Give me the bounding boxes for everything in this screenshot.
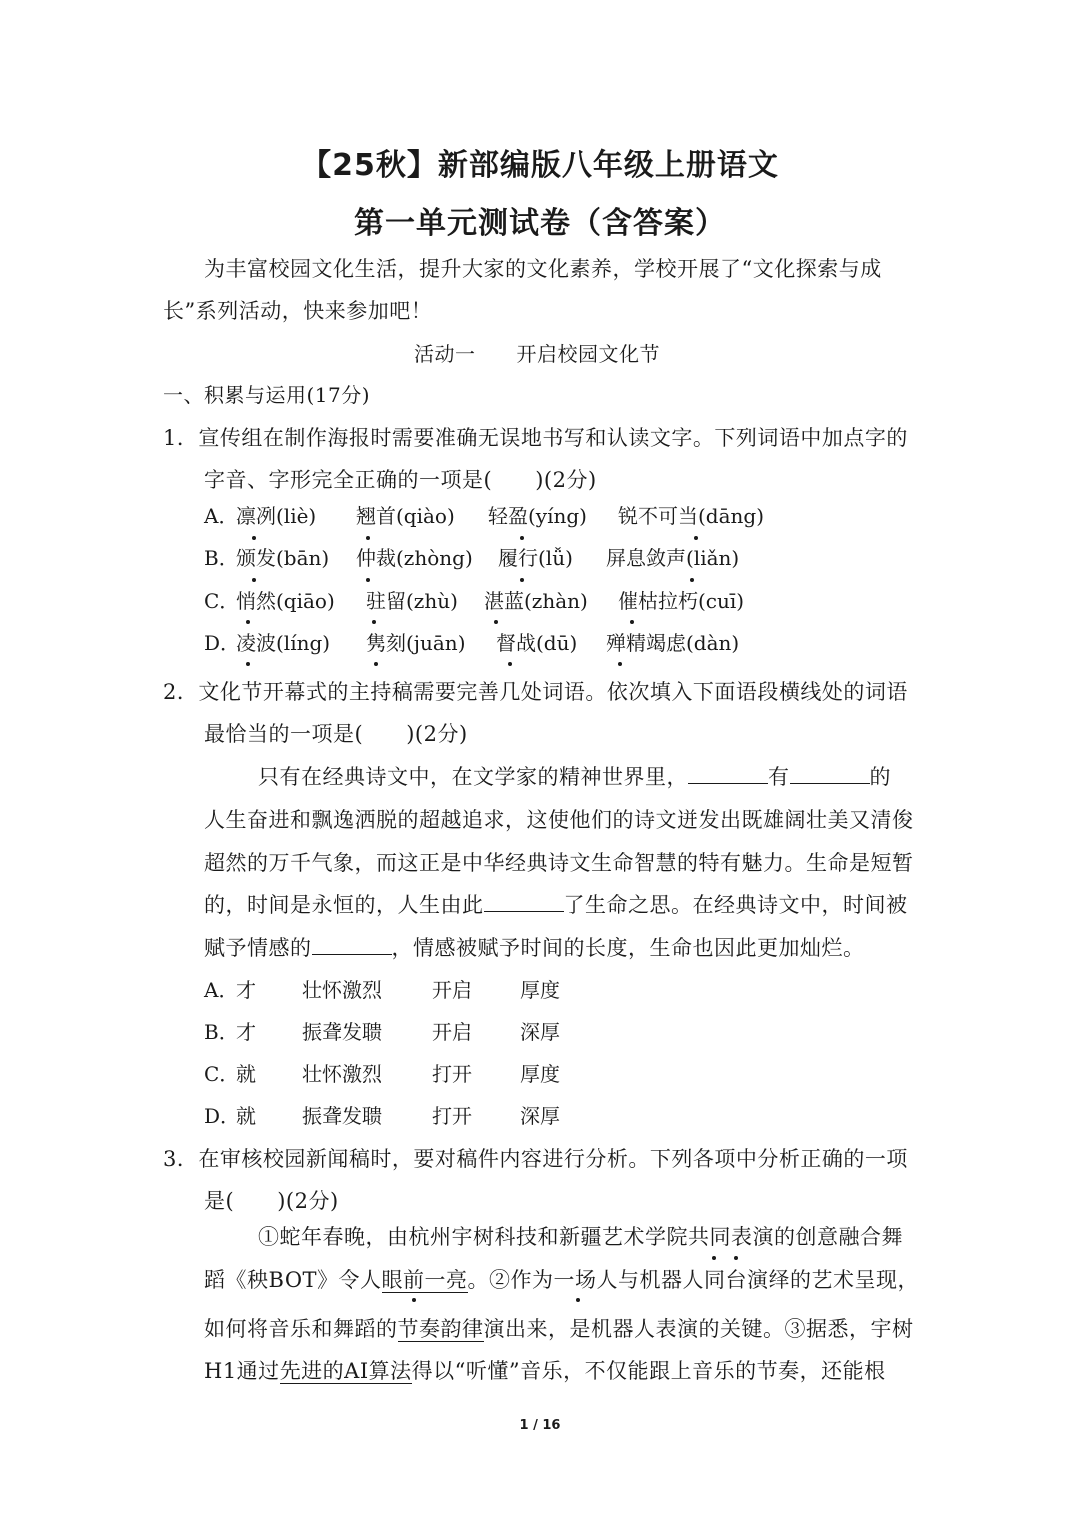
passage-text: ，情感被赋予时间的长度，生命也因此更加灿烂。 xyxy=(391,936,865,960)
option-word: 深厚 xyxy=(520,1104,560,1128)
emphasis-dot xyxy=(712,1256,716,1260)
emphasis-dot xyxy=(412,1298,416,1302)
emphasis-dot xyxy=(366,536,370,540)
q2-passage-line-4 xyxy=(204,891,908,919)
q1-stem-line-1: 1．宣传组在制作海报时需要准确无误地书写和认读文字。下列词语中加点字的 xyxy=(163,426,908,450)
passage-text: 得以“听懂”音乐，不仅能跟上音乐的节奏，还能根 xyxy=(411,1359,886,1383)
emphasis-dot xyxy=(374,662,378,666)
option-letter: D． xyxy=(204,1104,241,1128)
option-word: 厚度 xyxy=(520,978,560,1002)
q2-passage-line-1 xyxy=(258,763,891,791)
option-word: 振聋发聩 xyxy=(302,1020,382,1044)
option-word: 轻盈(yíng) xyxy=(488,504,587,528)
option-word: 颁发(bān) xyxy=(236,546,330,570)
q2-option-c xyxy=(204,1060,560,1088)
emphasis-dot xyxy=(252,536,256,540)
activity-heading: 活动一 开启校园文化节 xyxy=(414,342,660,366)
passage-text: 了生命之思。在经典诗文中，时间被 xyxy=(563,893,908,917)
option-word: 履行(lǚ) xyxy=(498,546,573,570)
option-word: 壮怀激烈 xyxy=(302,978,382,1002)
intro-line-1: 为丰富校园文化生活，提升大家的文化素养，学校开展了“文化探索与成 xyxy=(204,257,882,281)
option-word: 驻留(zhù) xyxy=(366,589,458,613)
emphasis-dot xyxy=(630,620,634,624)
fill-blank[interactable] xyxy=(688,763,768,784)
emphasis-dot xyxy=(734,1256,738,1260)
option-word: 隽刻(juān) xyxy=(366,631,466,655)
passage-text: H1通过 xyxy=(204,1359,280,1383)
q3-stem-line-1: 3．在审核校园新闻稿时，要对稿件内容进行分析。下列各项中分析正确的一项 xyxy=(163,1147,908,1171)
page-number: 1 / 16 xyxy=(519,1418,561,1433)
option-letter: A． xyxy=(204,504,239,528)
emphasis-dot xyxy=(694,536,698,540)
q3-passage-line-3 xyxy=(204,1315,914,1343)
option-word: 仲裁(zhòng) xyxy=(356,546,473,570)
q1-option-d xyxy=(204,629,740,657)
emphasis-dot xyxy=(520,578,524,582)
q2-passage-line-5 xyxy=(204,934,865,962)
q2-stem-line-1: 2．文化节开幕式的主持稿需要完善几处词语。依次填入下面语段横线处的词语 xyxy=(163,680,908,704)
q2-option-d xyxy=(204,1102,560,1130)
option-word: 壮怀激烈 xyxy=(302,1062,382,1086)
option-letter: B． xyxy=(204,1020,239,1044)
emphasis-dot xyxy=(494,620,498,624)
option-word: 开启 xyxy=(432,978,472,1002)
option-letter: D． xyxy=(204,631,241,655)
passage-text: 蹈《秧BOT》令人 xyxy=(204,1268,382,1292)
section-heading: 一、积累与运用(17分) xyxy=(163,383,371,407)
emphasis-dot xyxy=(246,662,250,666)
q2-option-b xyxy=(204,1018,560,1046)
emphasis-dot xyxy=(576,1298,580,1302)
option-word: 才 xyxy=(236,1020,256,1044)
option-word: 凛冽(liè) xyxy=(236,504,317,528)
document-title: 【25秋】新部编版八年级上册语文 xyxy=(301,148,779,183)
option-word: 厚度 xyxy=(520,1062,560,1086)
option-word: 打开 xyxy=(432,1062,472,1086)
emphasis-dot xyxy=(372,620,376,624)
option-word: 凌波(líng) xyxy=(236,631,331,655)
option-word: 深厚 xyxy=(520,1020,560,1044)
fill-blank[interactable] xyxy=(484,891,564,912)
q3-passage-line-1: ①蛇年春晚，由杭州宇树科技和新疆艺术学院共同表演的创意融合舞 xyxy=(258,1225,903,1249)
option-word: 才 xyxy=(236,978,256,1002)
emphasis-dot xyxy=(618,662,622,666)
option-letter: B． xyxy=(204,546,239,570)
passage-text: 的，时间是永恒的，人生由此 xyxy=(204,893,484,917)
document-subtitle: 第一单元测试卷（含答案） xyxy=(354,206,726,241)
emphasis-dot xyxy=(366,578,370,582)
passage-text: 。②作为一场人与机器人同台演绎的艺术呈现， xyxy=(467,1268,920,1292)
intro-line-2: 长”系列活动，快来参加吧！ xyxy=(163,299,433,323)
passage-text: 如何将音乐和舞蹈的 xyxy=(204,1317,398,1341)
q2-passage-line-2: 人生奋进和飘逸洒脱的超越追求，这使他们的诗文迸发出既雄阔壮美又清俊 xyxy=(204,808,914,832)
option-letter: A． xyxy=(204,978,239,1002)
option-word: 殚精竭虑(dàn) xyxy=(606,631,740,655)
underlined-text: 先进的AI算法 xyxy=(279,1359,412,1383)
underlined-text: 眼前一亮 xyxy=(381,1268,468,1292)
q2-option-a xyxy=(204,976,560,1004)
q3-stem-line-2: 是( )(2分) xyxy=(204,1189,339,1213)
option-word: 催枯拉朽(cuī) xyxy=(618,589,745,613)
emphasis-dot xyxy=(520,536,524,540)
option-letter: C． xyxy=(204,589,240,613)
option-word: 湛蓝(zhàn) xyxy=(484,589,588,613)
option-word: 锐不可当(dāng) xyxy=(618,504,765,528)
fill-blank[interactable] xyxy=(312,934,392,955)
emphasis-dot xyxy=(508,662,512,666)
emphasis-dot xyxy=(690,578,694,582)
q1-option-c xyxy=(204,587,745,615)
q1-option-b xyxy=(204,544,740,572)
option-word: 督战(dū) xyxy=(496,631,578,655)
q3-passage-line-4 xyxy=(204,1357,886,1385)
option-word: 开启 xyxy=(432,1020,472,1044)
option-word: 打开 xyxy=(432,1104,472,1128)
passage-text: 有 xyxy=(768,765,790,789)
q1-option-a xyxy=(204,502,765,530)
q1-stem-line-2: 字音、字形完全正确的一项是( )(2分) xyxy=(204,468,597,492)
fill-blank[interactable] xyxy=(790,763,870,784)
passage-text: 只有在经典诗文中，在文学家的精神世界里， xyxy=(258,765,688,789)
option-word: 就 xyxy=(236,1104,256,1128)
option-word: 悄然(qiāo) xyxy=(236,589,335,613)
q3-passage-line-2 xyxy=(204,1266,919,1294)
emphasis-dot xyxy=(246,620,250,624)
underlined-text: 节奏韵律 xyxy=(397,1317,484,1341)
emphasis-dot xyxy=(252,578,256,582)
passage-text: 赋予情感的 xyxy=(204,936,312,960)
option-letter: C． xyxy=(204,1062,240,1086)
option-word: 翘首(qiào) xyxy=(356,504,455,528)
q2-stem-line-2: 最恰当的一项是( )(2分) xyxy=(204,722,468,746)
q2-passage-line-3: 超然的万千气象，而这正是中华经典诗文生命智慧的特有魅力。生命是短暂 xyxy=(204,851,914,875)
option-word: 就 xyxy=(236,1062,256,1086)
option-word: 屏息敛声(liǎn) xyxy=(606,546,740,570)
passage-text: 演出来，是机器人表演的关键。③据悉，宇树 xyxy=(483,1317,914,1341)
option-word: 振聋发聩 xyxy=(302,1104,382,1128)
passage-text: 的 xyxy=(869,765,891,789)
